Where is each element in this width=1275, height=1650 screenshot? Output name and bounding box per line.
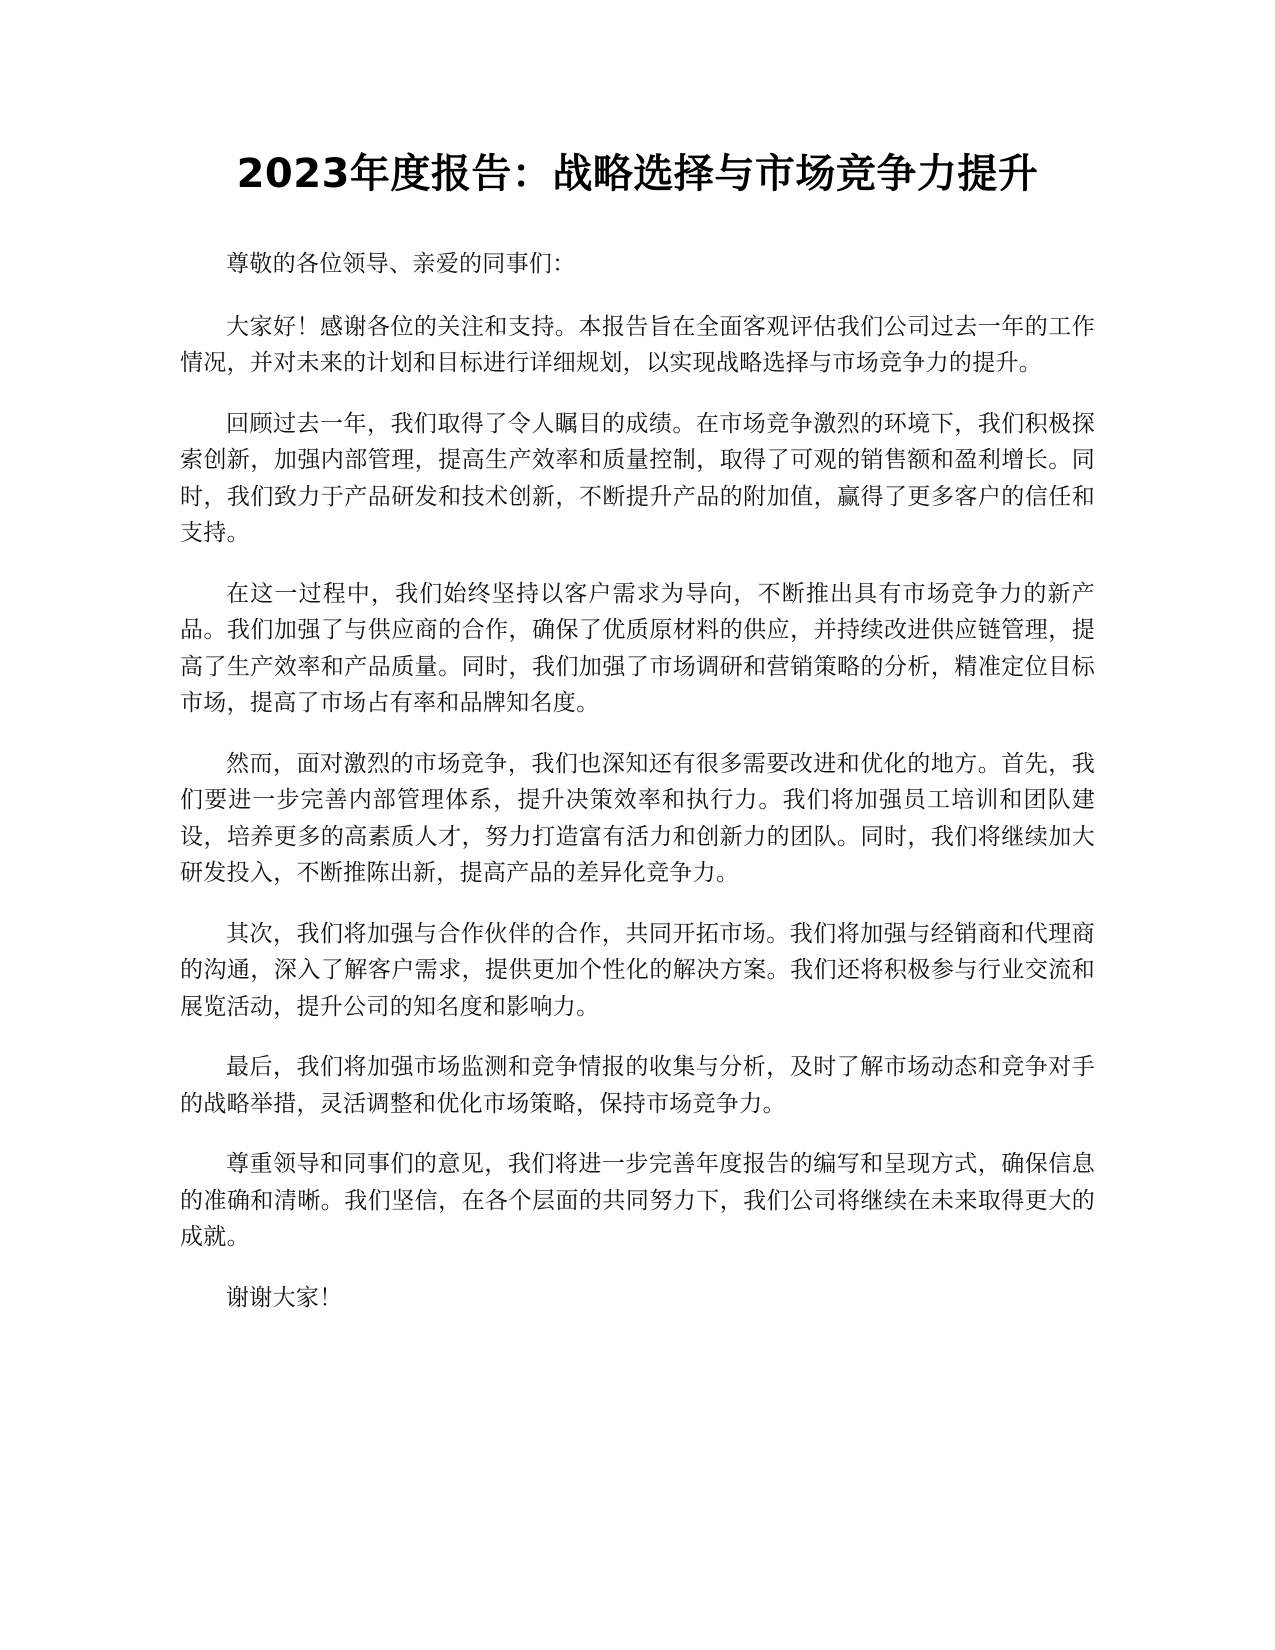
closing-paragraph: 尊重领导和同事们的意见，我们将进一步完善年度报告的编写和呈现方式，确保信息的准确和清晰。我们坚信，在各个层面的共同努力下，我们公司将继续在未来取得更大的成就。: [180, 1151, 1095, 1250]
greeting-paragraph: 尊敬的各位领导、亲爱的同事们：: [226, 251, 576, 277]
market-monitoring-paragraph: 最后，我们将加强市场监测和竞争情报的收集与分析，及时了解市场动态和竞争对手的战略举措，灵活调整和优化市场策略，保持市场竞争力。: [180, 1054, 1095, 1117]
improvement-paragraph: 然而，面对激烈的市场竞争，我们也深知还有很多需要改进和优化的地方。首先，我们要进一步完善内部管理体系，提升决策效率和执行力。我们将加强员工培训和团队建设，培养更多的高素质人才，努力打造富有活力和创新力的团队。同时，我们将继续加大研发投入，不断推陈出新，提高产品的差异化竞争力。: [180, 750, 1095, 886]
partnership-paragraph: 其次，我们将加强与合作伙伴的合作，共同开拓市场。我们将加强与经销商和代理商的沟通，深入了解客户需求，提供更加个性化的解决方案。我们还将积极参与行业交流和展览活动，提升公司的知名度和影响力。: [180, 920, 1095, 1020]
thanks-paragraph: 谢谢大家！: [226, 1284, 343, 1311]
review-paragraph: 回顾过去一年，我们取得了令人瞩目的成绩。在市场竞争激烈的环境下，我们积极探索创新，加强内部管理，提高生产效率和质量控制，取得了可观的销售额和盈利增长。同时，我们致力于产品研发和技术创新，不断提升产品的附加值，赢得了更多客户的信任和支持。: [180, 410, 1095, 546]
customer-focus-paragraph: 在这一过程中，我们始终坚持以客户需求为导向，不断推出具有市场竞争力的新产品。我们加强了与供应商的合作，确保了优质原材料的供应，并持续改进供应链管理，提高了生产效率和产品质量。同时，我们加强了市场调研和营销策略的分析，精准定位目标市场，提高了市场占有率和品牌知名度。: [180, 580, 1095, 716]
document-title: 2023年度报告：战略选择与市场竞争力提升: [236, 151, 1039, 197]
intro-paragraph: 大家好！感谢各位的关注和支持。本报告旨在全面客观评估我们公司过去一年的工作情况，并对未来的计划和目标进行详细规划，以实现战略选择与市场竞争力的提升。: [180, 313, 1095, 376]
